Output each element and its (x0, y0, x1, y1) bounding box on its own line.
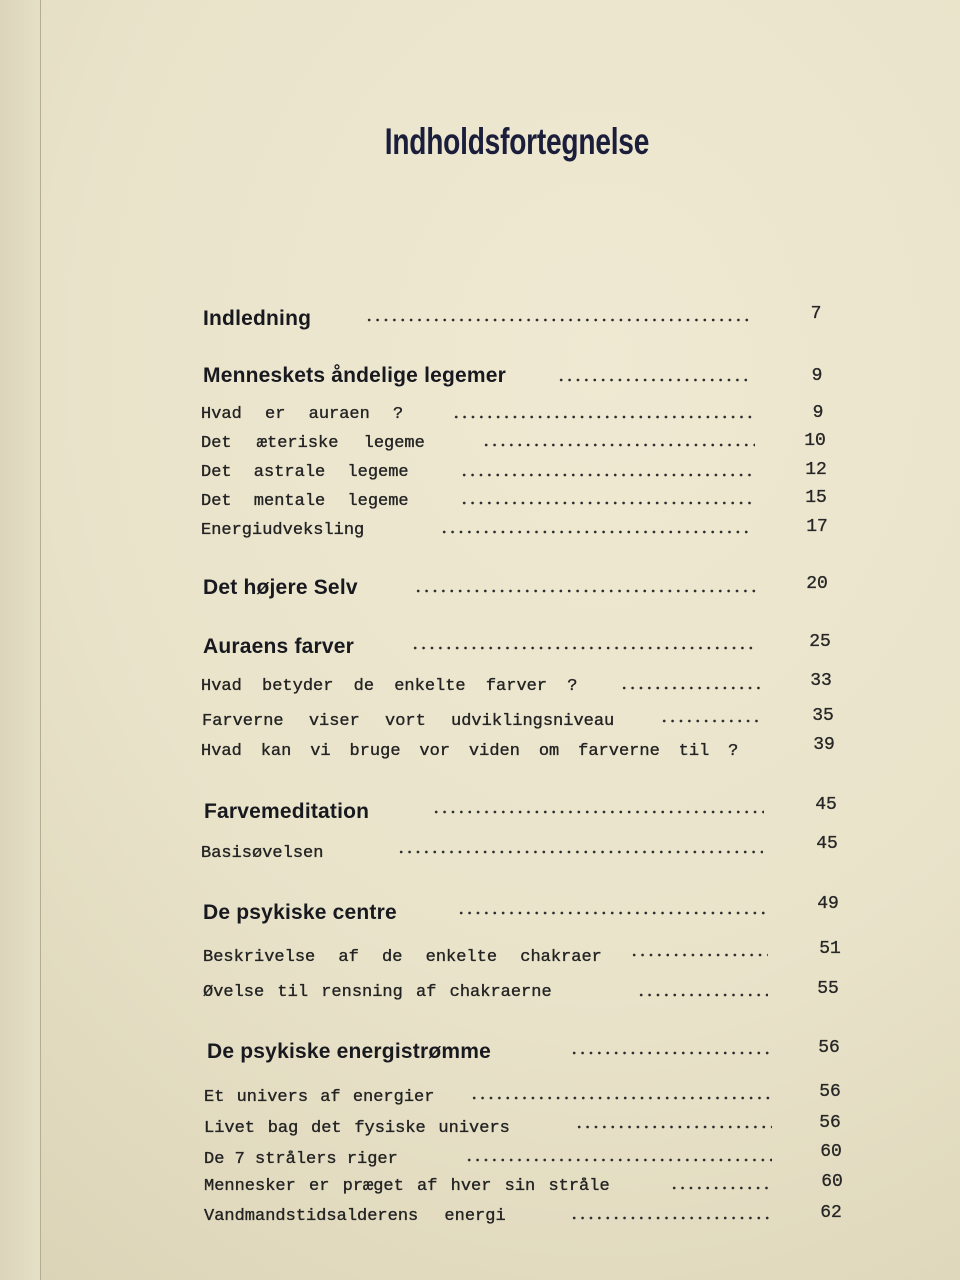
leader-dots (452, 415, 752, 419)
leader-dots (620, 686, 760, 690)
page-edge (0, 0, 41, 1280)
leader-dots (397, 850, 763, 854)
leader-dots (411, 646, 754, 650)
chapter-title: Indledning (203, 307, 312, 330)
page-number: 33 (810, 671, 832, 691)
page-title-text: Indholdsfortegnelse (384, 121, 650, 162)
leader-dots (440, 530, 752, 534)
leader-dots (670, 1186, 772, 1190)
page-number: 12 (805, 460, 827, 480)
leader-dots (575, 1125, 772, 1129)
section-title: De 7 strålers riger (204, 1150, 398, 1169)
leader-dots (414, 589, 756, 593)
section-title: Hvad er auraen ? (201, 405, 404, 424)
page-number: 51 (819, 939, 841, 959)
page-number: 7 (810, 304, 822, 324)
page-title (267, 118, 767, 174)
leader-dots (570, 1051, 770, 1055)
section-title: Basisøvelsen (201, 844, 324, 863)
chapter-title: Det højere Selv (203, 576, 358, 599)
section-title: Mennesker er præget af hver sin stråle (204, 1177, 610, 1196)
section-title: Energiudveksling (201, 521, 365, 540)
section-title: Det astrale legeme (201, 463, 409, 482)
leader-dots (457, 911, 768, 915)
leader-dots (432, 810, 764, 814)
chapter-title: De psykiske centre (203, 901, 397, 924)
page-number: 10 (804, 431, 826, 451)
page-number: 55 (817, 979, 839, 999)
page-number: 56 (819, 1082, 841, 1102)
page-number: 15 (805, 488, 827, 508)
page-number: 62 (820, 1203, 842, 1223)
leader-dots (465, 1158, 772, 1162)
leader-dots (460, 501, 752, 505)
section-title: Hvad kan vi bruge vor viden om farverne til ? (201, 742, 739, 761)
leader-dots (365, 318, 750, 322)
page-number: 25 (809, 632, 831, 652)
chapter-title: De psykiske energistrømme (207, 1040, 491, 1063)
leader-dots (637, 993, 768, 997)
chapter-title: Auraens farver (203, 635, 355, 658)
page-number: 60 (821, 1172, 843, 1192)
section-title: Det æteriske legeme (201, 434, 425, 453)
page-number: 56 (818, 1038, 840, 1058)
page-number: 60 (820, 1142, 842, 1162)
section-title: Farverne viser vort udviklingsniveau (202, 712, 615, 731)
page-number: 45 (816, 834, 838, 854)
leader-dots (660, 719, 760, 723)
leader-dots (470, 1096, 770, 1100)
page-number: 56 (819, 1113, 841, 1133)
page-number: 17 (806, 517, 828, 537)
chapter-title: Farvemeditation (204, 800, 370, 823)
page-number: 9 (811, 366, 823, 386)
section-title: Beskrivelse af de enkelte chakraer (203, 948, 602, 967)
section-title: Livet bag det fysiske univers (204, 1119, 510, 1138)
leader-dots (460, 473, 752, 477)
page-number: 35 (812, 706, 834, 726)
leader-dots (557, 378, 752, 382)
leader-dots (630, 953, 768, 957)
leader-dots (570, 1216, 772, 1220)
page-number: 39 (813, 735, 835, 755)
section-title: Øvelse til rensning af chakraerne (203, 983, 552, 1002)
section-title: Det mentale legeme (201, 492, 409, 511)
page-number: 20 (806, 574, 828, 594)
section-title: Hvad betyder de enkelte farver ? (201, 677, 578, 696)
leader-dots (482, 443, 755, 447)
page-number: 49 (817, 894, 839, 914)
chapter-title: Menneskets åndelige legemer (203, 364, 507, 387)
section-title: Vandmandstidsalderens energi (204, 1207, 506, 1226)
page-number: 45 (815, 795, 837, 815)
page-number: 9 (812, 403, 824, 423)
section-title: Et univers af energier (204, 1088, 435, 1107)
